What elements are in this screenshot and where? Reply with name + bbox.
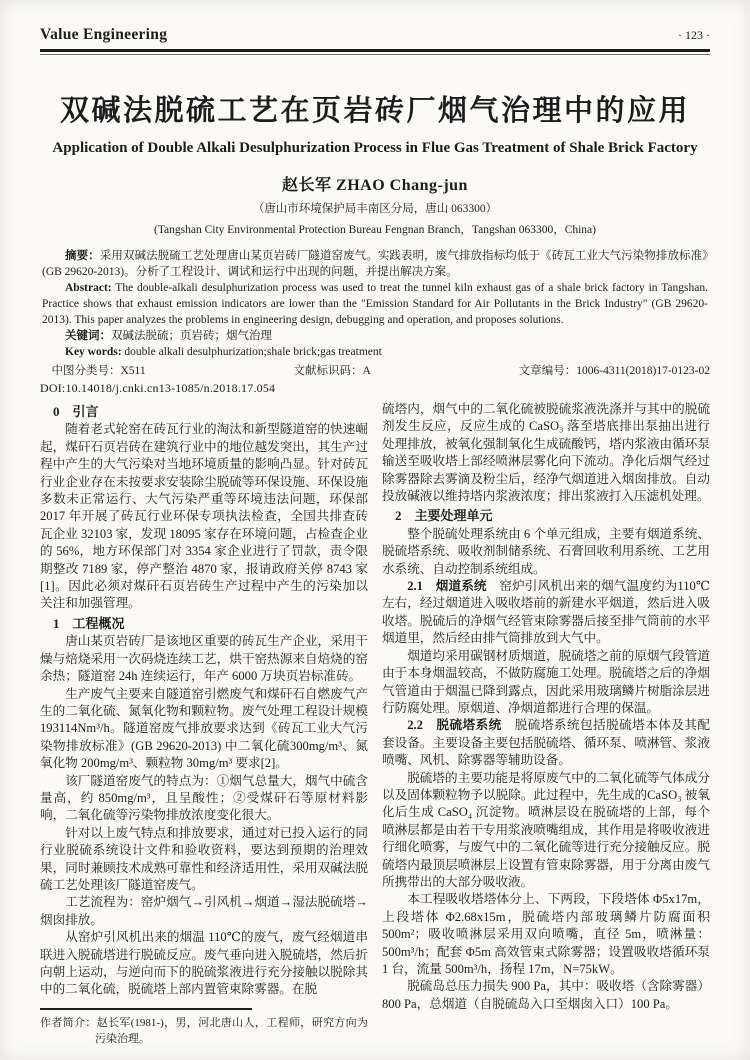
section-heading: 1 工程概况 (53, 615, 125, 631)
body-columns (40, 401, 710, 1048)
paragraph: 工艺流程为：窑炉烟气→引风机→烟道→湿法脱硫塔→烟囱排放。 (40, 895, 368, 927)
author-line: 赵长军 ZHAO Chang-jun (282, 177, 468, 194)
affiliation-zh: （唐山市环境保护局丰南区分局，唐山 063300） (252, 203, 498, 215)
abstract-en-label: Abstract: (65, 282, 112, 294)
keywords-zh (42, 328, 708, 344)
footnote-rule (40, 1008, 252, 1010)
paragraph: 本工程吸收塔塔体分上、下两段，下段塔体 Φ5x17m，上段塔体 Φ2.68x15m，脱硫塔内部玻璃鳞片防腐面积500m²；吸收喷淋层采用双向喷嘴，直径 5m，喷淋量：500m³/h；配套 Φ5m 高效管束式除雾器；设置吸收塔循环泵 1 台，流量 500m³/h，扬程 17m，N=75kW。 (382, 892, 710, 976)
meta-row (40, 362, 710, 378)
right-column (382, 401, 710, 1048)
keywords-zh-text: 双碱法脱硫；页岩砖；烟气治理 (111, 330, 272, 342)
page-header (40, 26, 710, 44)
abstract-zh-label: 摘要： (65, 250, 100, 262)
page-number: · 123 · (678, 28, 710, 42)
left-column (40, 401, 368, 1048)
paragraph: 唐山某页岩砖厂是该地区重要的砖瓦生产企业，采用干燥与焙烧采用一次码烧连续工艺，烘干窑热源来自焙烧的窑余热；隧道窑 24h 连续运行，年产 6000 万块页岩标准砖。 (40, 634, 368, 684)
article-title-zh: 双碱法脱硫工艺在页岩砖厂烟气治理中的应用 (59, 95, 690, 127)
keywords-en-text: double alkali desulphurization;shale brick;gas treatment (124, 346, 382, 358)
paragraph: 2.1 烟道系统 窑炉引风机出来的烟气温度约为110℃左右，经过烟道进入吸收塔前的新建水平烟道，然后进入吸收塔。脱硫后的净烟气经管束除雾器后接至排气筒前的水平烟道里，然后经由排气筒排放到大气中。 (382, 579, 711, 646)
paragraph: 随着老式轮窑在砖瓦行业的淘汰和新型隧道窑的快速崛起，煤矸石页岩砖在建筑行业中的地位越发突出，其生产过程中产生的大气污染对当地环境质量的影响凸显。针对砖瓦行业企业存在未按要求安装除尘脱硫等环保设施、环保设施多数未正常运行、大气污染严重等环境违法问题，环保部 2017 年开展了砖瓦行业环保专项执法检查，全国共排查砖瓦企业 32103 家，发现 18095 家存在环境问题，占检查企业的 56%，地方环保部门对 3354 家企业进行了罚款，责令限期整改 7189 家，停产整治 4870 家，报请政府关停 8743 家[1]。因此必须对煤矸石页岩砖生产过程中产生的污染加以关注和加强管理。 (40, 422, 368, 611)
paragraph: 从窑炉引风机出来的烟温 110℃的废气，废气经烟道串联进入脱硫塔进行脱硫反应。废气垂向进入脱硫塔，然后折向朝上运动，与逆向而下的脱硫浆液进行充分接触以脱除其中的二氧化硫，脱硫塔上部内置管束除雾器。在脱 (40, 930, 368, 997)
paragraph: 脱硫岛总压力损失 900 Pa，其中：吸收塔（含除雾器）800 Pa，总烟道（自脱硫岛入口至烟囱入口）100 Pa。 (382, 979, 710, 1011)
abstract-block (40, 248, 710, 360)
section-heading: 2 主要处理单元 (395, 508, 493, 524)
right-column-text (382, 401, 710, 1013)
paragraph: 生产废气主要来自隧道窑引燃废气和煤矸石自燃废气产生的二氧化硫、氮氧化物和颗粒物。废气处理工程设计规模 193114Nm³/h。隧道窑废气排放要求达到《砖瓦工业大气污染物排放标准》(GB 29620-2013) 中二氧化硫300mg/m³、氮氧化物 200mg/m³、颗粒物 30mg/m³ 要求[2]。 (40, 686, 368, 771)
doi-line: DOI:10.14018/j.cnki.cn13-1085/n.2018.17.054 (40, 381, 276, 395)
document-code: 文献标识码：A (293, 365, 371, 377)
run-in-heading: 2.1 烟道系统 (407, 579, 487, 594)
paragraph: 针对以上废气特点和排放要求，通过对已投入运行的同行业脱硫系统设计文件和验收资料，要达到预期的治理效果，同时兼顾技术成熟可靠性和经济适用性，采用双碱法脱硫工艺处理该厂隧道窑废气。 (40, 825, 368, 892)
author-bio-footnote (40, 1015, 368, 1048)
paragraph: 整个脱硫处理系统由 6 个单元组成，主要有烟道系统、脱硫塔系统、吸收剂制储系统、石膏回收利用系统、工艺用水系统、自动控制系统组成。 (382, 526, 710, 576)
clc-number: 中图分类号：X511 (51, 365, 146, 377)
run-in-heading: 2.2 脱硫塔系统 (407, 718, 502, 733)
footnote-text: 赵长军(1981-)，男，河北唐山人，工程师，研究方向为污染治理。 (95, 1016, 368, 1046)
paragraph: 硫塔内，烟气中的二氧化硫被脱硫浆液洗涤并与其中的脱硫剂发生反应，反应生成的 CaSO₃ 落至塔底排出泵抽出进行处理排放，被氧化强制氧化生成硫酸钙，塔内浆液由循环泵输送至吸收塔上部经喷淋层雾化向下流动。净化后烟气经过除雾器除去雾滴及粉尘后，经净气烟道进入烟囱排放。自动投放碱液以维持塔内浆液浓度；排出浆液打入压滤机处理。 (382, 402, 710, 504)
abstract-en (42, 280, 708, 328)
keywords-en (42, 344, 708, 360)
keywords-en-label: Key words: (65, 346, 122, 358)
article-id: 文章编号：1006-4311(2018)17-0123-02 (518, 365, 710, 377)
keywords-zh-label: 关键词： (65, 330, 111, 342)
journal-name: Value Engineering (40, 26, 168, 43)
section-heading: 0 引言 (53, 404, 99, 419)
paragraph: 脱硫塔的主要功能是将原废气中的二氧化硫等气体成分以及固体颗粒物予以脱除。此过程中，先生成的CaSO₃ 被氧化后生成 CaSO₄ 沉淀物。喷淋层设在脱硫塔的上部，每个喷淋层都是由若干专用浆液喷嘴组成，其作用是将吸收液进行细化喷雾，与废气中的二氧化硫等进行充分接触反应。脱硫塔内最顶层喷淋层上设置有管束除雾器，用于分离由废气所携带出的大部分吸收液。 (382, 770, 710, 889)
affiliation-en: (Tangshan City Environmental Protection Bureau Fengnan Branch，Tangshan 063300，China) (153, 224, 596, 236)
header-rule (40, 49, 710, 55)
footnote-label: 作者简介： (40, 1016, 97, 1029)
abstract-en-text: The double-alkali desulphurization process was used to treat the tunnel kiln exhaust gas of a shale brick factory in Tangshan. Practice shows that exhaust emission indicators are lower than the "Emission Standard for Air Pollutants in the Brick Industry" (GB 29620-2013). This paper analyzes the problems in engineering design, debugging and operation, and proposes solutions. (42, 282, 708, 326)
abstract-zh-text: 采用双碱法脱硫工艺处理唐山某页岩砖厂隧道窑废气。实践表明，废气排放指标均低于《砖瓦工业大气污染物排放标准》(GB 29620-2013)。分析了工程设计、调试和运行中出现的问题，并提出解决方案。 (42, 250, 709, 278)
paragraph: 2.2 脱硫塔系统 脱硫塔系统包括脱硫塔本体及其配套设备。主要设备主要包括脱硫塔、循环泵、喷淋管、浆液喷嘴、风机、除雾器等辅助设备。 (382, 718, 711, 768)
article-title-en: Application of Double Alkali Desulphurization Process in Flue Gas Treatment of Shale Brick Factory (52, 140, 698, 156)
abstract-zh (42, 248, 708, 280)
paragraph: 烟道均采用碳钢材质烟道，脱硫塔之前的原烟气段管道由于本身烟温较高，不做防腐施工处理。脱硫塔之后的净烟气管道由于烟温已降到露点，因此采用玻璃鳞片树脂涂层进行防腐处理。原烟道、净烟道都进行合理的保温。 (382, 648, 710, 715)
paragraph: 该厂隧道窑废气的特点为：①烟气总量大，烟气中硫含量高，约 850mg/m³，且呈酸性；②受煤矸石等原材料影响，二氧化硫等污染物排放浓度变化很大。 (40, 773, 368, 823)
left-column-text (40, 403, 368, 999)
